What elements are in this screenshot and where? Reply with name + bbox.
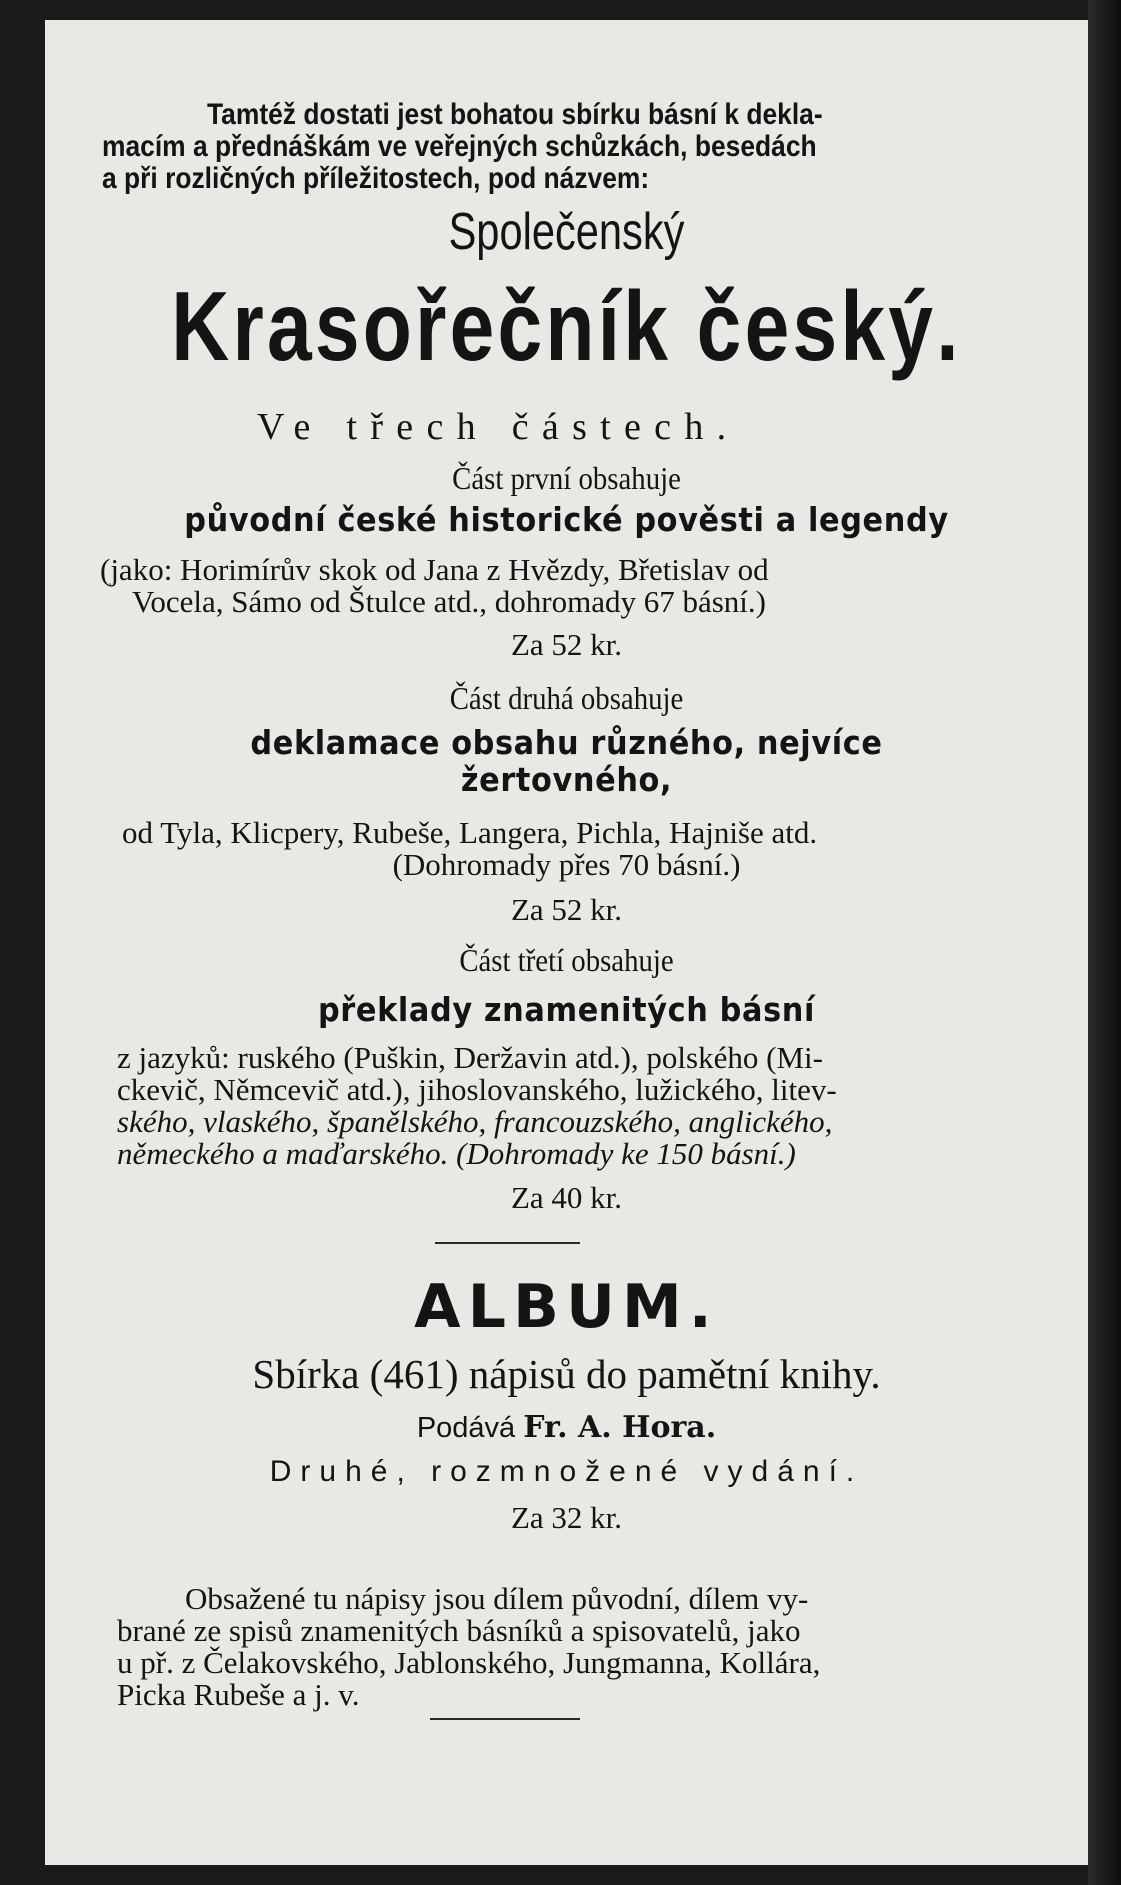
part3-heading: Část třetí obsahuje <box>459 942 674 978</box>
part3-topic: překlady znamenitých básní <box>317 990 816 1029</box>
part2-line-1: od Tyla, Klicpery, Rubeše, Langera, Pichla, Hajniše atd. <box>122 815 818 850</box>
book1-title-small: Společenský <box>448 203 685 261</box>
part2-price: Za 52 kr. <box>510 892 623 927</box>
part3-line-4: německého a maďarského. (Dohromady ke 150 básní.) <box>117 1136 796 1171</box>
part1-line-1: (jako: Horimírův skok od Jana z Hvězdy, Břetislav od <box>100 552 769 587</box>
part3-line-1: z jazyků: ruského (Puškin, Deržavin atd.), polského (Mi- <box>117 1040 823 1075</box>
book2-author-line <box>45 1410 1088 1445</box>
book1-subtitle: Ve třech částech. <box>257 406 740 448</box>
part1-topic: původní české historické pověsti a legendy <box>184 500 949 539</box>
part1-line-2: Vocela, Sámo od Štulce atd., dohromady 67 básní.) <box>132 584 766 619</box>
part1-heading: Část první obsahuje <box>452 460 681 496</box>
book2-author-prefix: Podává <box>416 1412 516 1444</box>
book2-price: Za 32 kr. <box>510 1500 623 1535</box>
part2-topic-line-1: deklamace obsahu různého, nejvíce <box>250 723 883 762</box>
page-edge-shadow <box>1088 0 1121 1885</box>
part3-price: Za 40 kr. <box>510 1180 623 1215</box>
book2-title: ALBUM. <box>414 1272 719 1342</box>
book2-author: Fr. A. Hora. <box>523 1410 717 1445</box>
bottom-rule <box>430 1718 580 1720</box>
intro-line-1: Tamtéž dostati jest bohatou sbírku básní k dekla- <box>207 98 823 131</box>
book2-desc-line-3: u př. z Čelakovského, Jablonského, Jungmanna, Kollára, <box>117 1645 821 1680</box>
part1-price: Za 52 kr. <box>510 627 623 662</box>
intro-line-3: a při rozličných příležitostech, pod názvem: <box>102 162 650 195</box>
book1-title-large: Krasořečník český. <box>171 271 962 381</box>
book2-desc-line-1: Obsažené tu nápisy jsou dílem původní, dílem vy- <box>185 1581 809 1616</box>
book2-desc-line-2: brané ze spisů znamenitých básníků a spisovatelů, jako <box>117 1613 801 1648</box>
part3-line-2: ckevič, Němcevič atd.), jihoslovanského, lužického, litev- <box>117 1072 837 1107</box>
page <box>45 20 1088 1865</box>
part2-topic-line-2: žertovného, <box>460 760 673 799</box>
part2-line-2: (Dohromady přes 70 básní.) <box>392 847 741 882</box>
part2-heading: Část druhá obsahuje <box>449 680 684 716</box>
separator-rule <box>435 1242 580 1244</box>
book2-desc-line-4: Picka Rubeše a j. v. <box>117 1677 360 1712</box>
book2-subtitle: Sbírka (461) nápisů do pamětní knihy. <box>252 1351 881 1397</box>
intro-line-2: macím a přednáškám ve veřejných schůzkách, besedách <box>102 130 817 163</box>
part3-line-3: ského, vlaského, španělského, francouzského, anglického, <box>117 1104 833 1139</box>
book2-edition: Druhé, rozmnožené vydání. <box>269 1455 864 1488</box>
